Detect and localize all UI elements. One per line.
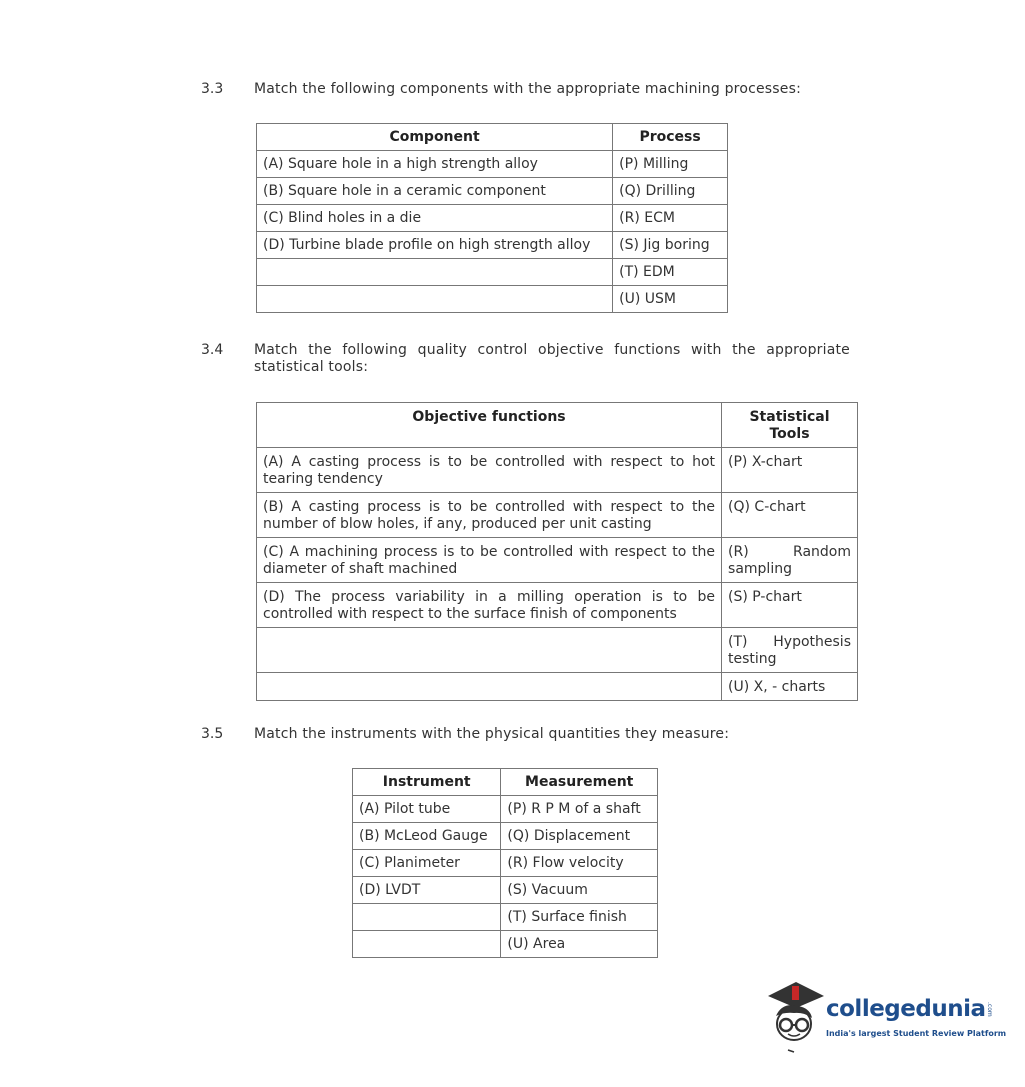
table-row xyxy=(257,259,728,286)
objective-cell: (C) A machining process is to be controlled with respect to the diameter of shaft machined xyxy=(257,538,722,583)
table-row xyxy=(257,673,858,701)
table-row xyxy=(257,538,858,583)
logo-com-suffix: .com xyxy=(986,1002,993,1017)
table-row xyxy=(257,583,858,628)
component-cell xyxy=(257,286,613,313)
tool-cell: (R) Random sampling xyxy=(722,538,858,583)
question-number-3-5: 3.5 xyxy=(201,726,224,742)
instrument-cell: (D) LVDT xyxy=(353,877,501,904)
table-row xyxy=(257,286,728,313)
table-row xyxy=(257,448,858,493)
graduate-mascot-icon xyxy=(764,978,826,1058)
objective-functions-header: Objective functions xyxy=(257,403,722,448)
quality-control-table xyxy=(256,402,858,701)
measurement-cell: (S) Vacuum xyxy=(501,877,658,904)
table-row xyxy=(257,151,728,178)
process-header: Process xyxy=(613,124,728,151)
tool-cell: (U) X, - charts xyxy=(722,673,858,701)
tool-cell: (S) P-chart xyxy=(722,583,858,628)
measurement-cell: (U) Area xyxy=(501,931,658,958)
process-cell: (Q) Drilling xyxy=(613,178,728,205)
instrument-cell xyxy=(353,904,501,931)
tool-cell: (T) Hypothesis testing xyxy=(722,628,858,673)
question-text-3-3: Match the following components with the appropriate machining processes: xyxy=(254,81,802,97)
table-row xyxy=(353,796,658,823)
collegedunia-logo xyxy=(764,978,1007,1058)
component-cell xyxy=(257,259,613,286)
instrument-cell: (A) Pilot tube xyxy=(353,796,501,823)
process-cell: (P) Milling xyxy=(613,151,728,178)
table-row xyxy=(257,628,858,673)
instrument-header: Instrument xyxy=(353,769,501,796)
objective-cell: (B) A casting process is to be controlled with respect to the number of blow holes, if any, produced per unit casting xyxy=(257,493,722,538)
component-cell: (C) Blind holes in a die xyxy=(257,205,613,232)
question-text-3-5: Match the instruments with the physical quantities they measure: xyxy=(254,726,730,742)
process-cell: (U) USM xyxy=(613,286,728,313)
component-cell: (D) Turbine blade profile on high strength alloy xyxy=(257,232,613,259)
components-process-table xyxy=(256,123,728,313)
measurement-cell: (T) Surface finish xyxy=(501,904,658,931)
logo-tagline: India's largest Student Review Platform xyxy=(826,1029,1007,1038)
measurement-header: Measurement xyxy=(501,769,658,796)
table-row xyxy=(353,931,658,958)
component-cell: (B) Square hole in a ceramic component xyxy=(257,178,613,205)
table-row xyxy=(353,877,658,904)
process-cell: (S) Jig boring xyxy=(613,232,728,259)
instrument-cell: (C) Planimeter xyxy=(353,850,501,877)
tool-cell: (P) X-chart xyxy=(722,448,858,493)
tool-cell: (Q) C-chart xyxy=(722,493,858,538)
measurement-cell: (Q) Displacement xyxy=(501,823,658,850)
table-row xyxy=(353,850,658,877)
statistical-tools-header: Statistical Tools xyxy=(722,403,858,448)
instrument-cell xyxy=(353,931,501,958)
question-number-3-3: 3.3 xyxy=(201,81,224,97)
component-header: Component xyxy=(257,124,613,151)
measurement-cell: (P) R P M of a shaft xyxy=(501,796,658,823)
table-row xyxy=(257,205,728,232)
process-cell: (R) ECM xyxy=(613,205,728,232)
table-row xyxy=(353,904,658,931)
logo-wordmark: collegedunia xyxy=(826,996,986,1022)
process-cell: (T) EDM xyxy=(613,259,728,286)
question-number-3-4: 3.4 xyxy=(201,342,224,358)
table-row xyxy=(257,178,728,205)
objective-cell xyxy=(257,673,722,701)
objective-cell xyxy=(257,628,722,673)
instrument-cell: (B) McLeod Gauge xyxy=(353,823,501,850)
question-text-3-4: Match the following quality control objective functions with the appropriate statistical tools: xyxy=(254,342,850,375)
table-row xyxy=(257,493,858,538)
instruments-table xyxy=(352,768,658,958)
component-cell: (A) Square hole in a high strength alloy xyxy=(257,151,613,178)
objective-cell: (D) The process variability in a milling operation is to be controlled with respect to the surface finish of components xyxy=(257,583,722,628)
table-row xyxy=(353,823,658,850)
measurement-cell: (R) Flow velocity xyxy=(501,850,658,877)
objective-cell: (A) A casting process is to be controlled with respect to hot tearing tendency xyxy=(257,448,722,493)
table-row xyxy=(257,232,728,259)
